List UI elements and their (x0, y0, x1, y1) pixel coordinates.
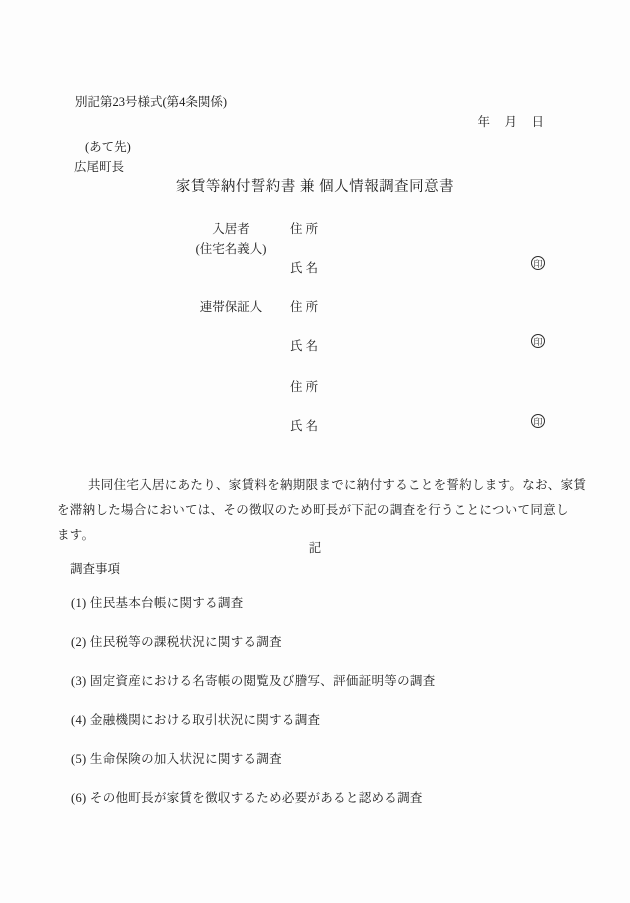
seal-mark-icon: 印 (531, 256, 545, 270)
form-number: 別記第23号様式(第4条関係) (75, 95, 228, 109)
list-item: (6) その他町長が家賃を徴収するため必要があると認める調査 (71, 791, 423, 805)
recipient-name: 広尾町長 (74, 160, 125, 174)
items-heading: 調査事項 (70, 562, 121, 576)
list-item: (2) 住民税等の課税状況に関する調査 (71, 635, 282, 649)
resident-address-label: 住 所 (290, 222, 319, 236)
paragraph-line: ます。 (57, 528, 95, 542)
list-item: (3) 固定資産における名寄帳の閲覧及び謄写、評価証明等の調査 (71, 674, 436, 688)
list-item: (5) 生命保険の加入状況に関する調査 (71, 752, 282, 766)
list-item: (1) 住民基本台帳に関する調査 (71, 596, 244, 610)
pledge-paragraph (57, 473, 587, 548)
seal-mark-icon: 印 (531, 414, 545, 428)
resident-sublabel: (住宅名義人) (195, 242, 267, 256)
list-item: (4) 金融機関における取引状況に関する調査 (71, 713, 321, 727)
resident-label: 入居者 (212, 222, 250, 236)
guarantor2-address-label: 住 所 (290, 380, 319, 394)
paragraph-line: 共同住宅入居にあたり、家賃料を納期限までに納付することを誓約します。なお、家賃 (88, 478, 587, 492)
guarantor1-name-label: 氏 名 (290, 339, 319, 353)
date-line: 年 月 日 (477, 115, 545, 129)
guarantor1-address-label: 住 所 (290, 300, 319, 314)
seal-mark-icon: 印 (531, 334, 545, 348)
investigation-items-list (71, 596, 436, 830)
addressee-label: (あて先) (85, 140, 131, 154)
guarantor2-name-label: 氏 名 (290, 419, 319, 433)
document-title: 家賃等納付誓約書 兼 個人情報調査同意書 (175, 179, 455, 195)
record-label: 記 (308, 541, 322, 555)
resident-name-label: 氏 名 (290, 261, 319, 275)
guarantor-label: 連帯保証人 (199, 300, 263, 314)
paragraph-line: を滞納した場合においては、その徴収のため町長が下記の調査を行うことについて同意し (57, 503, 569, 517)
